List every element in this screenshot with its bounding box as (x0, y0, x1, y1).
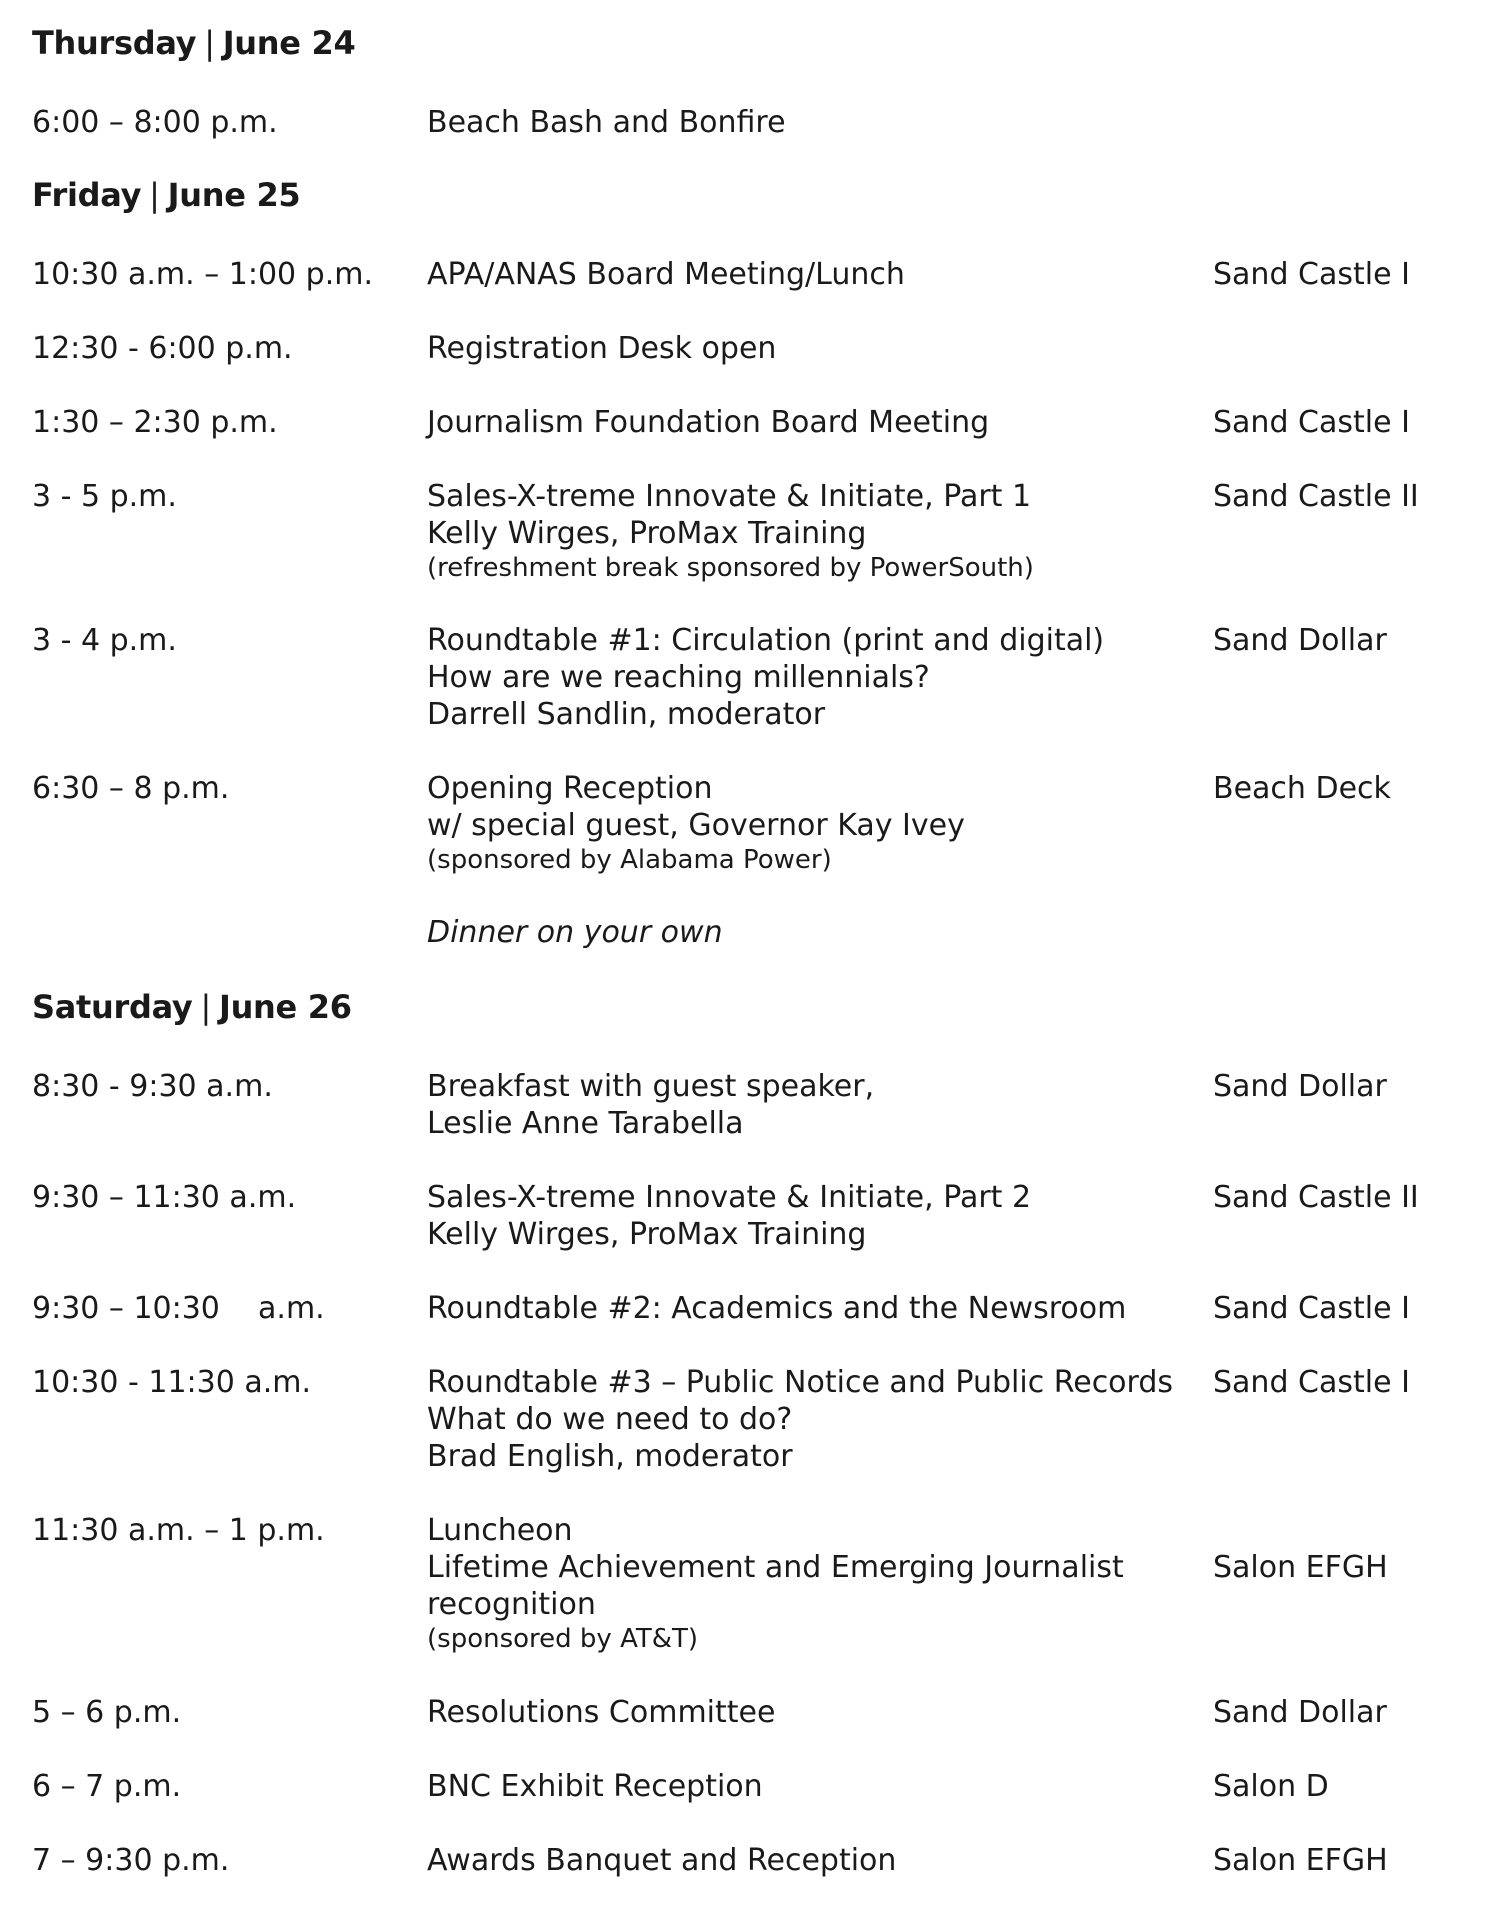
event-time: 6 – 7 p.m. (32, 1769, 182, 1804)
day-name: Thursday (32, 24, 197, 62)
event-time: 7 – 9:30 p.m. (32, 1843, 230, 1878)
event-location: Sand Dollar (1213, 1069, 1387, 1104)
event-location: Salon EFGH (1213, 1843, 1388, 1878)
event-time: 6:00 – 8:00 p.m. (32, 105, 278, 140)
event-guest: w/ special guest, Governor Kay Ivey (427, 808, 965, 843)
event-speaker: Leslie Anne Tarabella (427, 1106, 744, 1141)
event-details (427, 1364, 1187, 1475)
event-location: Sand Dollar (1213, 623, 1387, 658)
event-location: Salon EFGH (1213, 1550, 1388, 1585)
event-title: Roundtable #3 – Public Notice and Public Records (427, 1365, 1174, 1400)
event-details (427, 914, 1187, 951)
event-details (427, 330, 1187, 367)
event-title: Breakfast with guest speaker, (427, 1069, 875, 1104)
event-location: Sand Castle I (1213, 405, 1410, 440)
event-title: Awards Banquet and Reception (427, 1843, 897, 1878)
day-name: Friday (32, 176, 142, 214)
day-date: June 24 (222, 24, 356, 62)
event-location: Sand Castle II (1213, 1180, 1419, 1215)
event-location: Salon D (1213, 1769, 1329, 1804)
event-moderator: Darrell Sandlin, moderator (427, 697, 826, 732)
event-details (427, 478, 1187, 585)
event-title: Luncheon (427, 1513, 573, 1548)
event-time: 1:30 – 2:30 p.m. (32, 405, 278, 440)
event-details (427, 1068, 1187, 1142)
day-date: June 26 (218, 988, 352, 1026)
event-title: Roundtable #1: Circulation (print and digital) (427, 623, 1105, 658)
event-location: Sand Castle II (1213, 479, 1419, 514)
event-details (427, 622, 1187, 733)
event-details (427, 1512, 1187, 1656)
event-time: 3 - 4 p.m. (32, 623, 177, 658)
event-speaker: Kelly Wirges, ProMax Training (427, 516, 867, 551)
event-location: Sand Castle I (1213, 257, 1410, 292)
event-subtitle: What do we need to do? (427, 1402, 793, 1437)
event-title: APA/ANAS Board Meeting/Lunch (427, 257, 905, 292)
event-speaker: Kelly Wirges, ProMax Training (427, 1217, 867, 1252)
event-time: 8:30 - 9:30 a.m. (32, 1069, 273, 1104)
event-title: Journalism Foundation Board Meeting (427, 405, 990, 440)
event-time: 12:30 - 6:00 p.m. (32, 331, 293, 366)
event-title: Beach Bash and Bonfire (427, 105, 786, 140)
event-sponsor-note: (refreshment break sponsored by PowerSouth) (427, 553, 1034, 583)
event-title: BNC Exhibit Reception (427, 1769, 763, 1804)
event-time: 11:30 a.m. – 1 p.m. (32, 1513, 325, 1548)
day-heading-friday (32, 176, 300, 214)
event-details (427, 1768, 1187, 1805)
event-title: Sales-X-treme Innovate & Initiate, Part 2 (427, 1180, 1032, 1215)
heading-separator: | (200, 988, 211, 1026)
day-heading-saturday (32, 988, 352, 1026)
event-time: 9:30 – 11:30 a.m. (32, 1180, 297, 1215)
day-heading-thursday (32, 24, 355, 62)
event-title: Opening Reception (427, 771, 713, 806)
event-sponsor-note: (sponsored by AT&T) (427, 1624, 699, 1654)
event-title: Sales-X-treme Innovate & Initiate, Part 1 (427, 479, 1032, 514)
heading-separator: | (149, 176, 160, 214)
event-title: Registration Desk open (427, 331, 777, 366)
event-details (427, 104, 1187, 141)
event-time: 3 - 5 p.m. (32, 479, 177, 514)
event-location: Sand Castle I (1213, 1365, 1410, 1400)
event-time: 6:30 – 8 p.m. (32, 771, 230, 806)
event-time: 10:30 a.m. – 1:00 p.m. (32, 257, 373, 292)
day-date: June 25 (167, 176, 301, 214)
event-sponsor-note: (sponsored by Alabama Power) (427, 845, 832, 875)
event-subtitle: How are we reaching millennials? (427, 660, 930, 695)
event-note: Dinner on your own (427, 915, 723, 950)
event-location: Sand Castle I (1213, 1291, 1410, 1326)
event-details (427, 770, 1187, 877)
event-details (427, 256, 1187, 293)
day-name: Saturday (32, 988, 193, 1026)
event-time: 9:30 – 10:30 a.m. (32, 1291, 325, 1326)
event-details (427, 1179, 1187, 1253)
event-title: Roundtable #2: Academics and the Newsroom (427, 1291, 1127, 1326)
event-subtitle: Lifetime Achievement and Emerging Journalist recognition (427, 1550, 1124, 1622)
event-details (427, 1290, 1187, 1327)
event-details (427, 1694, 1187, 1731)
event-location: Sand Dollar (1213, 1695, 1387, 1730)
event-time: 10:30 - 11:30 a.m. (32, 1365, 312, 1400)
event-details (427, 1842, 1187, 1879)
heading-separator: | (204, 24, 215, 62)
event-title: Resolutions Committee (427, 1695, 776, 1730)
event-location: Beach Deck (1213, 771, 1391, 806)
event-time: 5 – 6 p.m. (32, 1695, 182, 1730)
event-details (427, 404, 1187, 441)
event-moderator: Brad English, moderator (427, 1439, 793, 1474)
